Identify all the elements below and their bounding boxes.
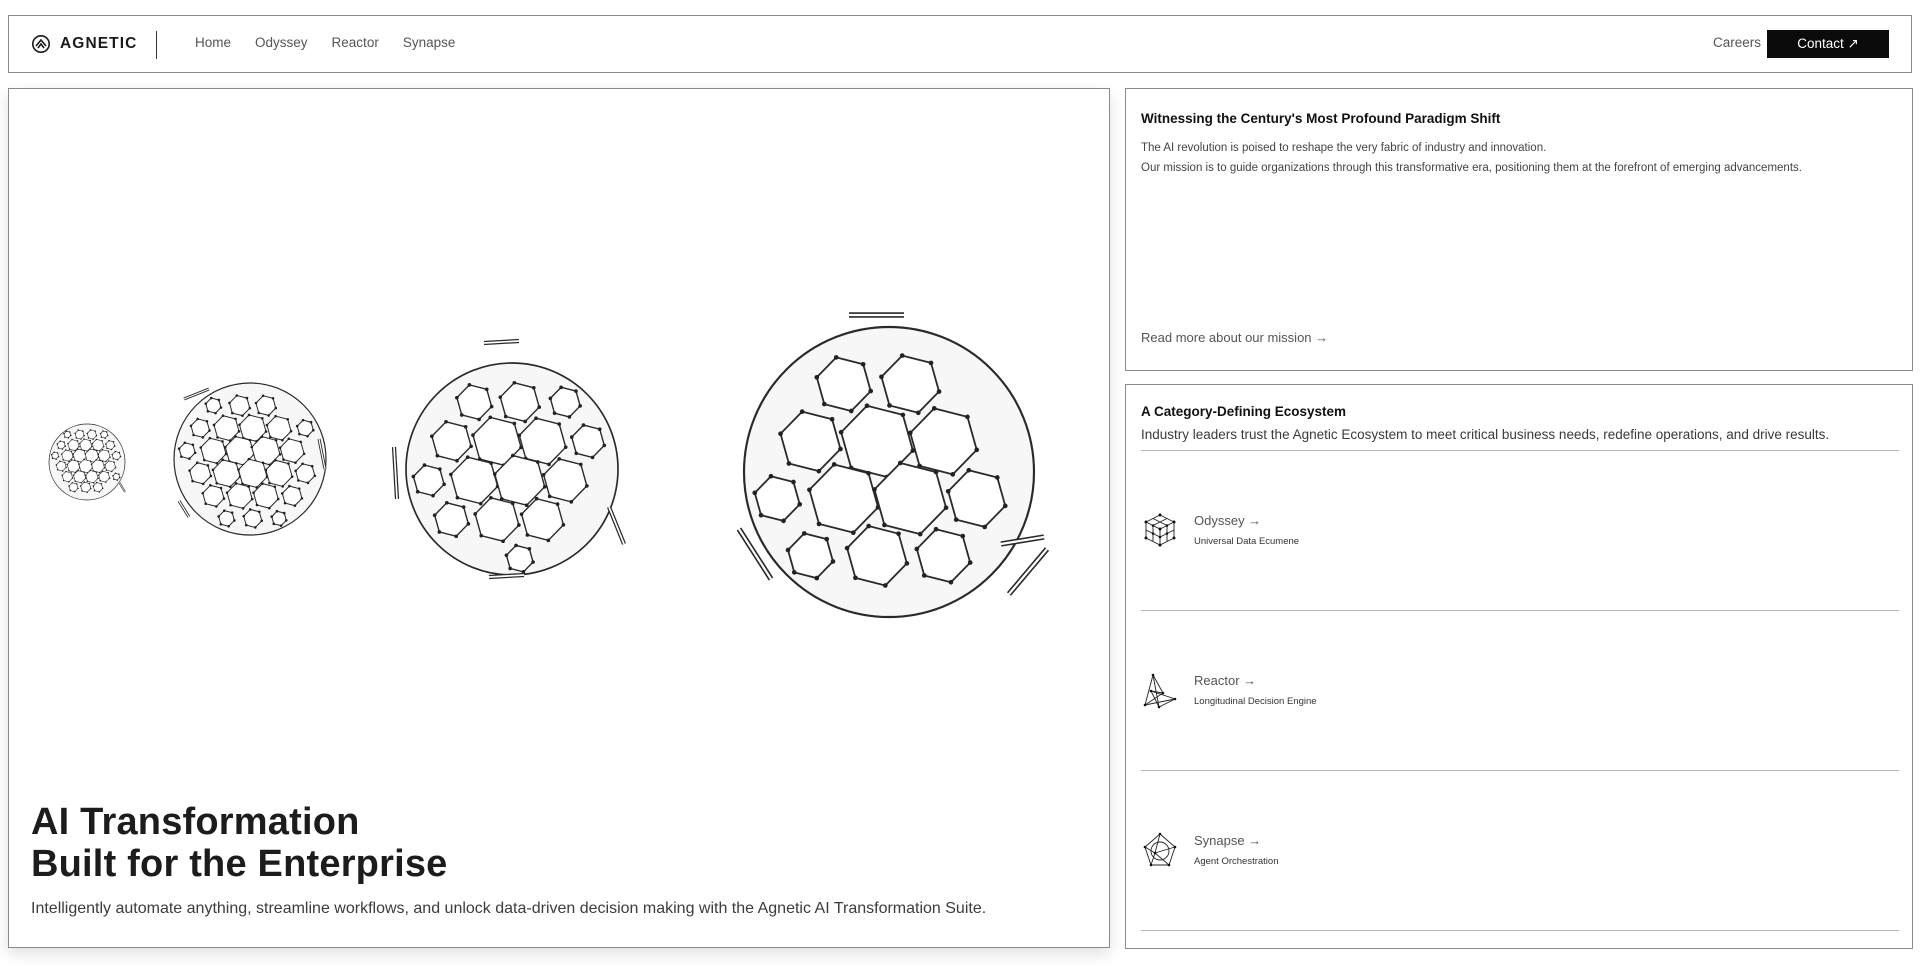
hero-title-line-1: AI Transformation	[31, 801, 360, 843]
product-synapse[interactable]	[1141, 831, 1881, 891]
mission-title: Witnessing the Century's Most Profound Paradigm Shift	[1141, 111, 1501, 126]
nav-link-home[interactable]: Home	[195, 35, 232, 50]
hero-subtitle: Intelligently automate anything, streamline workflows, and unlock data-driven decision making with the Agnetic AI Transformation Suite.	[31, 900, 987, 917]
nav-link-reactor[interactable]: Reactor	[331, 35, 379, 50]
brand-logo[interactable]	[31, 34, 137, 54]
contact-button[interactable]	[1767, 30, 1889, 58]
ecosystem-description: Industry leaders trust the Agnetic Ecosystem to meet critical business needs, redefine operations, and drive results.	[1141, 427, 1830, 442]
product-name[interactable]: Reactor →	[1194, 673, 1257, 688]
product-tagline: Universal Data Ecumene	[1194, 536, 1300, 547]
product-odyssey[interactable]	[1141, 511, 1881, 571]
agnetic-logo-icon	[31, 34, 51, 54]
ecosystem-title: A Category-Defining Ecosystem	[1141, 404, 1347, 419]
divider	[1141, 930, 1899, 931]
mission-card	[1125, 88, 1913, 371]
triangle-mesh-icon	[1141, 671, 1179, 709]
nav-link-synapse[interactable]: Synapse	[402, 35, 456, 50]
product-name[interactable]: Odyssey →	[1194, 513, 1262, 528]
mission-read-more-link[interactable]: Read more about our mission →	[1141, 330, 1329, 345]
divider	[1141, 610, 1899, 611]
top-navigation	[8, 15, 1912, 73]
product-tagline: Longitudinal Decision Engine	[1194, 696, 1317, 707]
molecular-spheres-illustration	[9, 89, 1109, 729]
contact-label: Contact ↗	[1797, 36, 1859, 51]
mission-paragraph-2: Our mission is to guide organizations through this transformative era, positioning them at the forefront of emerging advancements.	[1141, 162, 1802, 174]
product-reactor[interactable]	[1141, 671, 1881, 731]
polyhedron-icon	[1141, 831, 1179, 869]
nav-divider	[156, 31, 157, 59]
hero-title-line-2: Built for the Enterprise	[31, 843, 448, 885]
brand-name: AGNETIC	[60, 35, 138, 52]
divider	[1141, 450, 1899, 451]
hero-title	[31, 801, 448, 885]
product-tagline: Agent Orchestration	[1194, 856, 1279, 867]
nav-link-odyssey[interactable]: Odyssey	[255, 35, 308, 50]
ecosystem-card	[1125, 384, 1913, 949]
nav-links	[195, 35, 455, 50]
cube-lattice-icon	[1141, 511, 1179, 549]
product-name[interactable]: Synapse →	[1194, 833, 1262, 848]
hero-section	[8, 88, 1110, 948]
mission-paragraph-1: The AI revolution is poised to reshape the very fabric of industry and innovation.	[1141, 142, 1547, 154]
divider	[1141, 770, 1899, 771]
nav-link-careers[interactable]: Careers	[1712, 35, 1761, 50]
